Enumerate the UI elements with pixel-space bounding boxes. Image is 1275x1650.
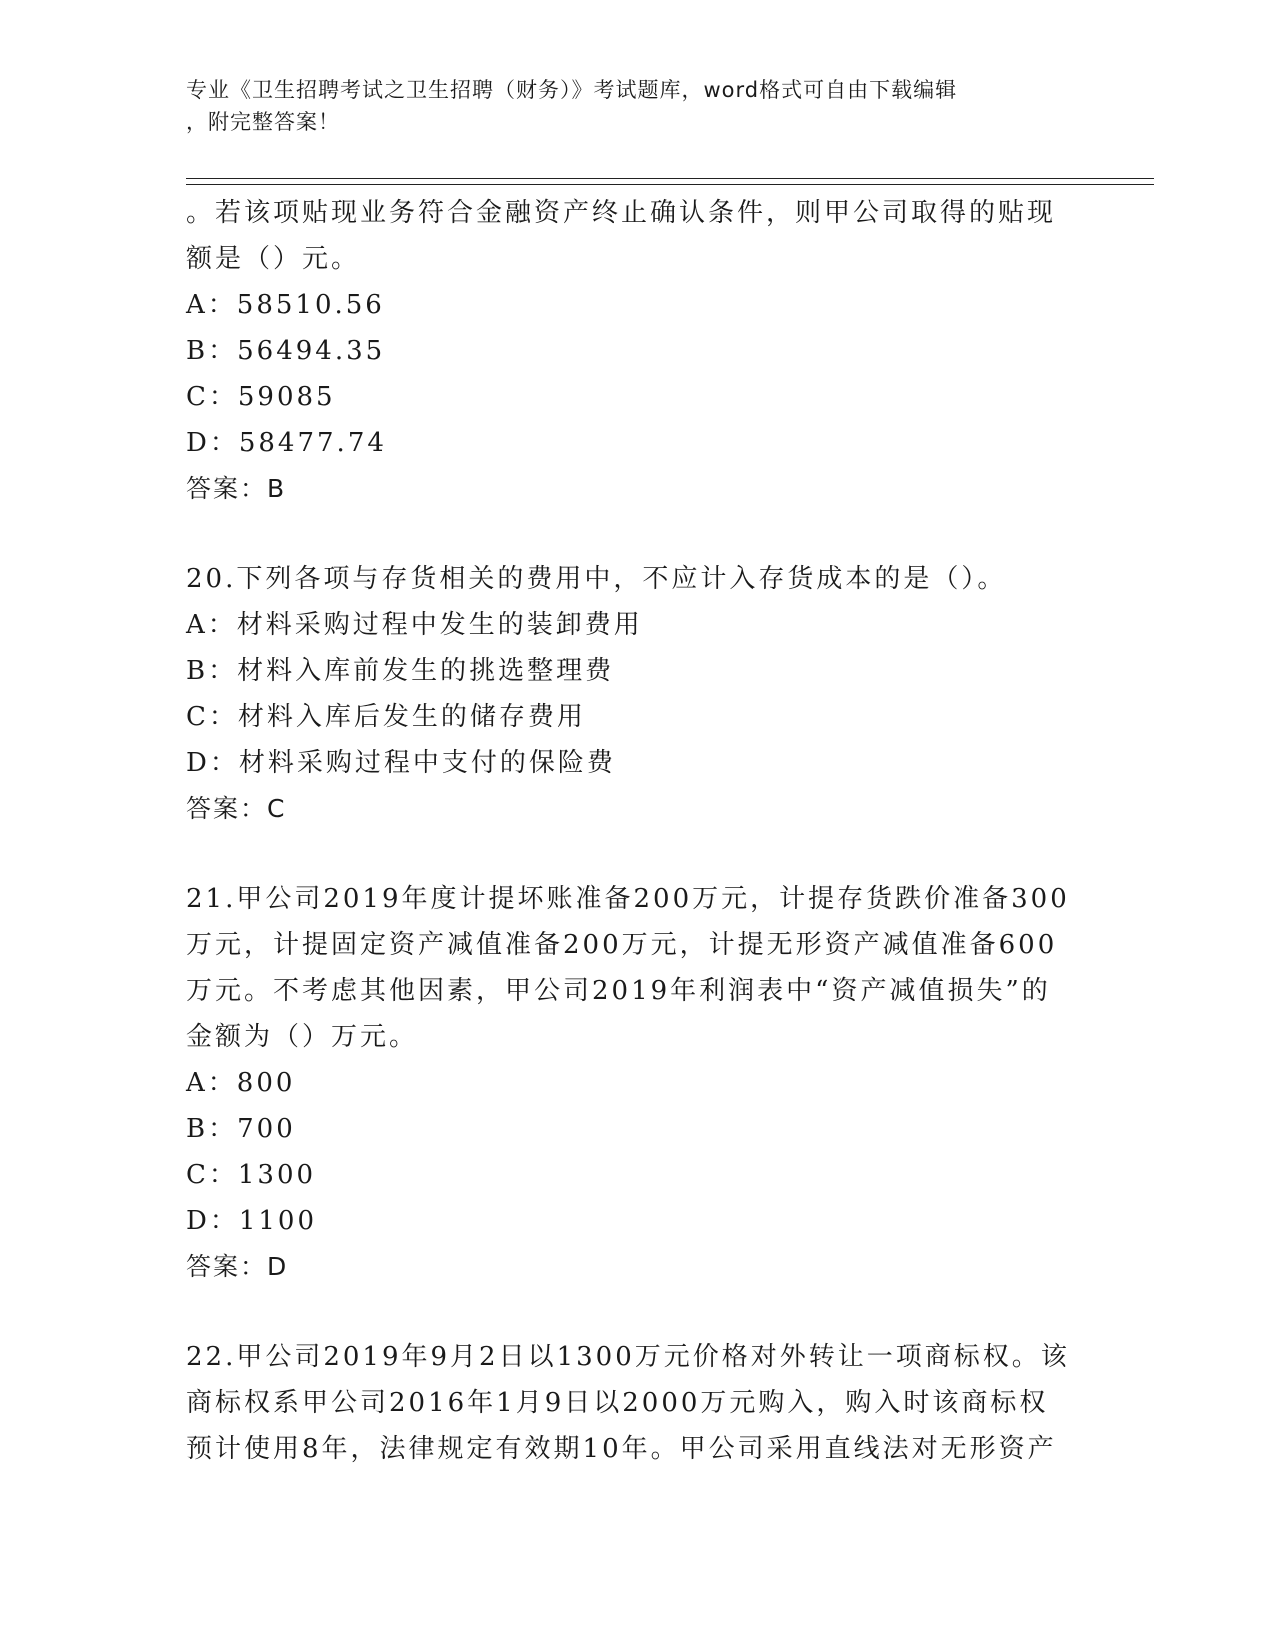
question-stem-line: 21.甲公司2019年度计提坏账准备200万元，计提存货跌价准备300	[186, 884, 1070, 914]
question-22	[186, 1334, 1086, 1472]
answer-label: 答案：D	[186, 1252, 289, 1281]
header-divider-top	[186, 178, 1154, 179]
question-stem-line: 万元，计提固定资产减值准备200万元，计提无形资产减值准备600	[186, 930, 1058, 960]
option-d: D：1100	[186, 1206, 318, 1236]
option-b: B：56494.35	[186, 336, 386, 366]
answer-label: 答案：B	[186, 474, 287, 503]
question-21	[186, 876, 1086, 1290]
question-stem-line: 额是（）元。	[186, 244, 361, 274]
question-stem-line: 20.下列各项与存货相关的费用中，不应计入存货成本的是（）。	[186, 564, 1007, 594]
option-c: C：1300	[186, 1160, 317, 1190]
document-header	[186, 74, 1086, 138]
question-stem-line: 金额为（）万元。	[186, 1022, 419, 1052]
question-stem-line: 商标权系甲公司2016年1月9日以2000万元购入，购入时该商标权	[186, 1388, 1049, 1418]
header-line-2: ，附完整答案！	[186, 110, 340, 134]
option-b: B：700	[186, 1114, 296, 1144]
option-c: C：59085	[186, 382, 336, 412]
question-20	[186, 556, 1086, 832]
question-spacer	[186, 512, 1086, 556]
question-stem-line: 预计使用8年，法律规定有效期10年。甲公司采用直线法对无形资产	[186, 1434, 1057, 1464]
question-19	[186, 190, 1086, 512]
header-line-1: 专业《卫生招聘考试之卫生招聘（财务）》考试题库，word格式可自由下载编辑	[186, 78, 958, 102]
option-a: A：材料采购过程中发生的装卸费用	[186, 610, 643, 640]
option-d: D：58477.74	[186, 428, 387, 458]
answer-label: 答案：C	[186, 794, 287, 823]
question-stem-line: 万元。不考虑其他因素，甲公司2019年利润表中“资产减值损失”的	[186, 976, 1051, 1006]
option-d: D：材料采购过程中支付的保险费	[186, 748, 616, 778]
question-spacer	[186, 832, 1086, 876]
header-divider-bottom	[186, 184, 1154, 185]
option-c: C：材料入库后发生的储存费用	[186, 702, 586, 732]
question-stem-line: 。若该项贴现业务符合金融资产终止确认条件，则甲公司取得的贴现	[186, 198, 1057, 228]
question-spacer	[186, 1290, 1086, 1334]
option-b: B：材料入库前发生的挑选整理费	[186, 656, 615, 686]
question-stem-line: 22.甲公司2019年9月2日以1300万元价格对外转让一项商标权。该	[186, 1342, 1070, 1372]
document-body	[186, 190, 1086, 1472]
option-a: A：800	[186, 1068, 296, 1098]
option-a: A：58510.56	[186, 290, 385, 320]
